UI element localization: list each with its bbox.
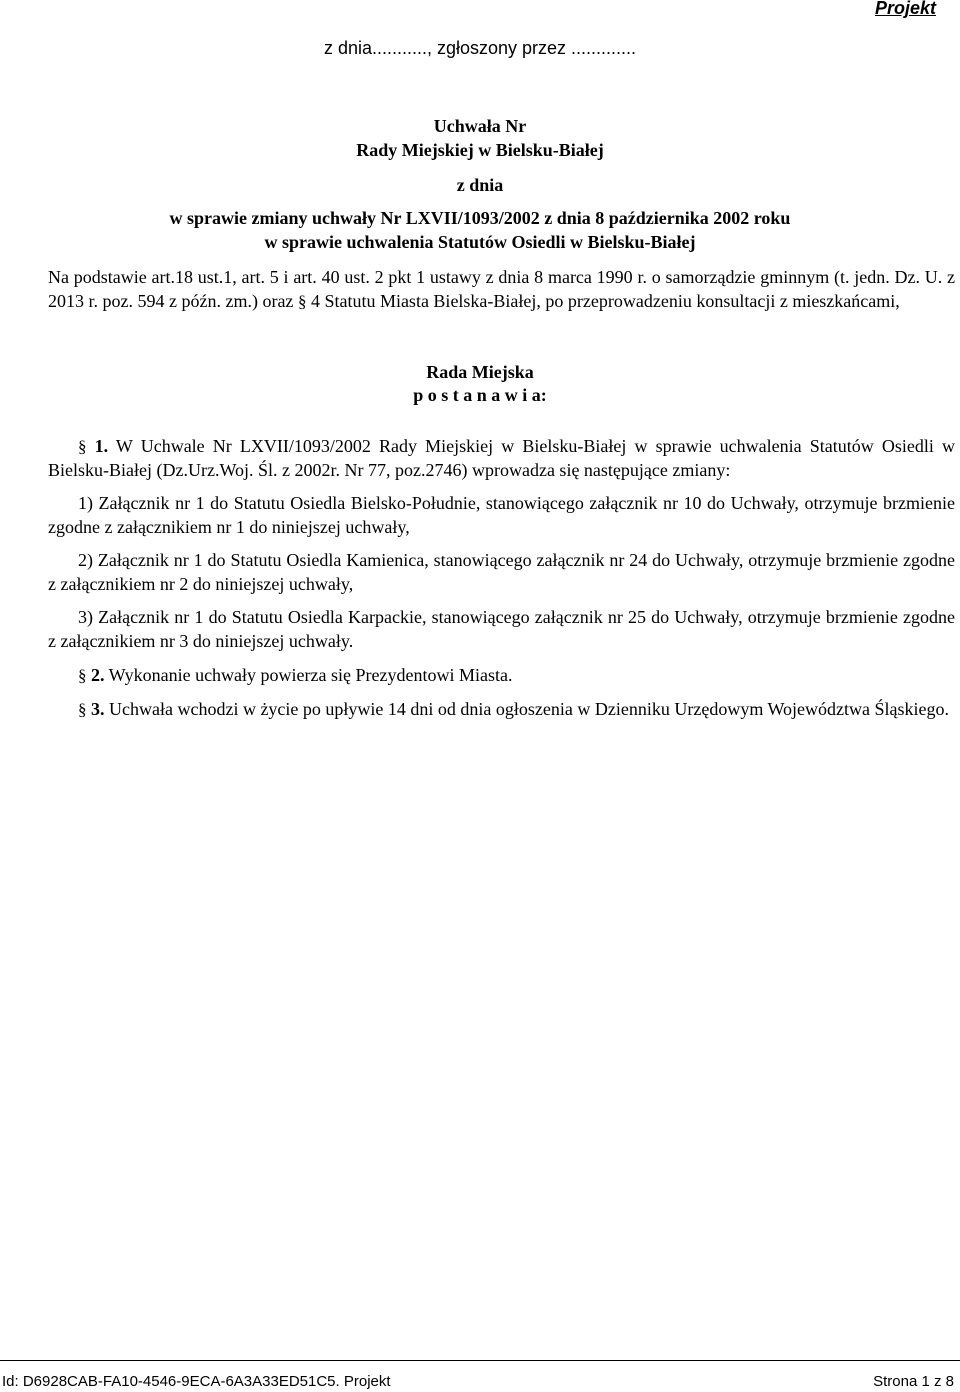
section-3-sign: § bbox=[78, 700, 87, 719]
section-1-number: 1. bbox=[94, 436, 109, 456]
resolution-title: Uchwała Nr bbox=[433, 116, 527, 136]
change-item-1: 1) Załącznik nr 1 do Statutu Osiedla Bielsko-Południe, stanowiącego załącznik nr 10 do Uchwały, otrzymuje brzmienie zgodne z załącznikiem nr 1 do niniejszej uchwały, bbox=[48, 493, 955, 537]
section-1 bbox=[48, 435, 955, 482]
council-name: Rady Miejskiej w Bielsku-Białej bbox=[356, 140, 604, 160]
resolution-date: z dnia bbox=[456, 175, 504, 195]
document-id: Id: D6928CAB-FA10-4546-9ECA-6A3A33ED51C5. Projekt bbox=[2, 1373, 391, 1390]
draft-label: Projekt bbox=[874, 0, 936, 18]
preamble-text-2: 4 Statutu Miasta Bielska-Białej, po przeprowadzeniu konsultacji z mieszkańcami, bbox=[306, 290, 900, 311]
section-2 bbox=[48, 664, 955, 688]
section-1-text: W Uchwale Nr LXVII/1093/2002 Rady Miejskiej w Bielsku-Białej w sprawie uchwalenia Statutów Osiedli w Bielsku-Białej (Dz.Urz.Woj. Śl. z 2002r. Nr 77, poz.2746) wprowadza się następujące zmiany: bbox=[48, 436, 956, 480]
section-sign: § bbox=[297, 291, 307, 311]
preamble bbox=[48, 266, 955, 313]
change-item-2: 2) Załącznik nr 1 do Statutu Osiedla Kamienica, stanowiącego załącznik nr 24 do Uchwały, otrzymuje brzmienie zgodne z załącznikiem nr 2 do niniejszej uchwały, bbox=[48, 550, 955, 594]
council-heading: Rada Miejska bbox=[426, 362, 534, 382]
section-3-text: Uchwała wchodzi w życie po upływie 14 dni od dnia ogłoszenia w Dzienniku Urzędowym Województwa Śląskiego. bbox=[104, 699, 950, 719]
section-3-number: 3. bbox=[91, 699, 105, 719]
section-2-sign: § bbox=[78, 666, 87, 685]
resolution-subject-2: w sprawie uchwalenia Statutów Osiedli w Bielsku-Białej bbox=[264, 232, 696, 252]
page-footer bbox=[0, 1360, 960, 1392]
decides-heading: p o s t a n a w i a: bbox=[413, 385, 547, 405]
section-2-text: Wykonanie uchwały powierza się Prezydentowi Miasta. bbox=[104, 665, 513, 685]
preamble-text-1: Na podstawie art.18 ust.1, art. 5 i art. 40 ust. 2 pkt 1 ustawy z dnia 8 marca 1990 r. o samorządzie gminnym (t. jedn. Dz. U. z 2013 r. poz. 594 z późn. zm.) oraz bbox=[48, 267, 955, 311]
resolution-subject-1: w sprawie zmiany uchwały Nr LXVII/1093/2002 z dnia 8 października 2002 roku bbox=[169, 208, 791, 228]
submitted-line: z dnia..........., zgłoszony przez ............. bbox=[323, 38, 637, 58]
section-1-sign: § bbox=[78, 437, 87, 456]
change-item-3: 3) Załącznik nr 1 do Statutu Osiedla Karpackie, stanowiącego załącznik nr 25 do Uchwały, otrzymuje brzmienie zgodne z załącznikiem nr 3 do niniejszej uchwały. bbox=[48, 607, 955, 651]
section-3 bbox=[48, 698, 955, 722]
section-2-number: 2. bbox=[91, 665, 105, 685]
page-number: Strona 1 z 8 bbox=[873, 1373, 954, 1390]
